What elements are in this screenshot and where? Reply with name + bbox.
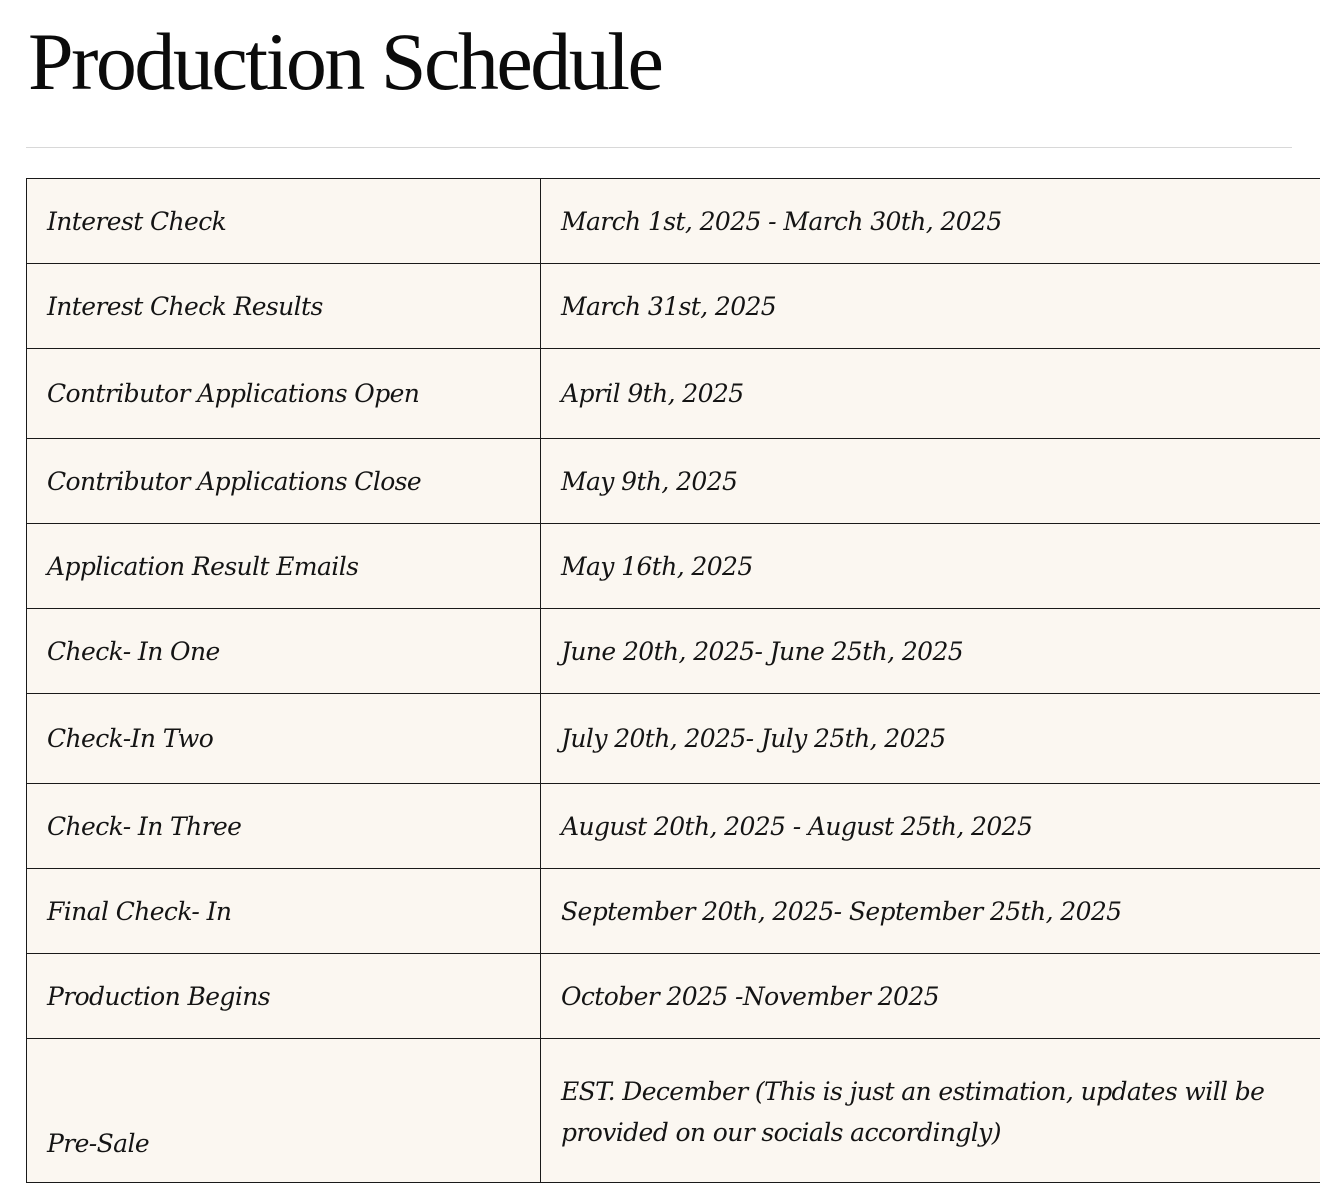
event-cell: Check- In One	[27, 609, 541, 694]
table-row	[27, 694, 1320, 784]
date-cell: May 16th, 2025	[541, 524, 1320, 609]
event-cell: Contributor Applications Open	[27, 349, 541, 439]
event-cell: Check- In Three	[27, 784, 541, 869]
title-divider	[26, 147, 1292, 148]
date-cell: March 1st, 2025 - March 30th, 2025	[541, 179, 1320, 264]
page-title: Production Schedule	[28, 16, 662, 107]
date-cell: May 9th, 2025	[541, 439, 1320, 524]
date-cell: June 20th, 2025- June 25th, 2025	[541, 609, 1320, 694]
table-row	[27, 349, 1320, 439]
date-cell: August 20th, 2025 - August 25th, 2025	[541, 784, 1320, 869]
event-cell: Application Result Emails	[27, 524, 541, 609]
event-cell: Production Begins	[27, 954, 541, 1039]
event-cell: Final Check- In	[27, 869, 541, 954]
production-schedule-table	[26, 178, 1320, 1183]
table-row	[27, 524, 1320, 609]
event-cell: Pre-Sale	[27, 1039, 541, 1183]
table-row	[27, 1039, 1320, 1183]
date-cell: April 9th, 2025	[541, 349, 1320, 439]
date-cell: October 2025 -November 2025	[541, 954, 1320, 1039]
event-cell: Interest Check	[27, 179, 541, 264]
event-cell: Check-In Two	[27, 694, 541, 784]
table-row	[27, 609, 1320, 694]
table-row	[27, 954, 1320, 1039]
event-cell: Interest Check Results	[27, 264, 541, 349]
table-row	[27, 869, 1320, 954]
table-row	[27, 264, 1320, 349]
table-row	[27, 784, 1320, 869]
date-cell: July 20th, 2025- July 25th, 2025	[541, 694, 1320, 784]
event-cell: Contributor Applications Close	[27, 439, 541, 524]
table-row	[27, 179, 1320, 264]
table-row	[27, 439, 1320, 524]
date-cell: EST. December (This is just an estimation, updates will be provided on our socials accordingly)	[541, 1039, 1320, 1183]
date-cell: March 31st, 2025	[541, 264, 1320, 349]
date-cell: September 20th, 2025- September 25th, 2025	[541, 869, 1320, 954]
